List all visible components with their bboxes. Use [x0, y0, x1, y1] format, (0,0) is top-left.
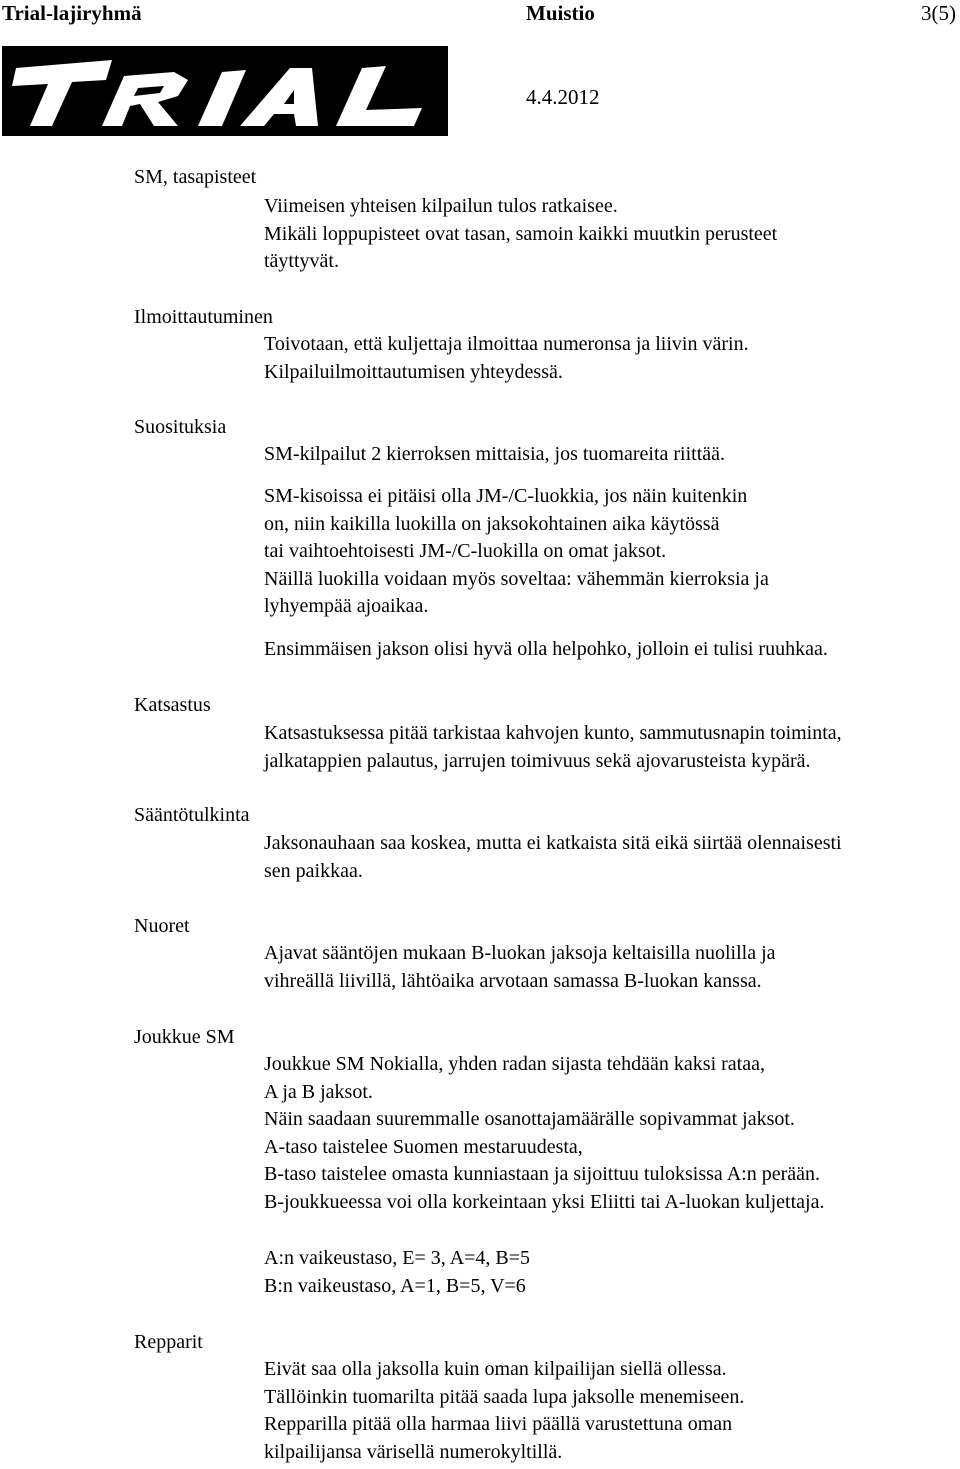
text-line: jalkatappien palautus, jarrujen toimivuus sekä ajovarusteista kypärä. — [264, 749, 811, 772]
text-line: B-taso taistelee omasta kunniastaan ja sijoittuu tuloksissa A:n perään. — [264, 1163, 820, 1185]
section-label-repparit: Repparit — [134, 1331, 203, 1353]
section-label-katsastus: Katsastus — [134, 694, 211, 716]
text-line: Jaksonauhaan saa koskea, mutta ei katkaista sitä eikä siirtää olennaisesti — [264, 832, 842, 854]
section-label-nuoret: Nuoret — [134, 915, 190, 937]
text-line: A:n vaikeustaso, E= 3, A=4, B=5 — [264, 1247, 531, 1269]
text-line: Mikäli loppupisteet ovat tasan, samoin kaikki muutkin perusteet — [264, 222, 778, 245]
header-organization: Trial-lajiryhmä — [2, 1, 142, 25]
section-text-repparit — [264, 1356, 744, 1466]
section-label-joukkue-sm: Joukkue SM — [134, 1026, 235, 1048]
text-line: Viimeisen yhteisen kilpailun tulos ratkaisee. — [264, 195, 618, 217]
text-line: Näin saadaan suuremmalle osanottajamäärälle sopivammat jaksot. — [264, 1108, 795, 1130]
section-text-suosituksia-1 — [264, 441, 725, 469]
text-line: sen paikkaa. — [264, 859, 363, 882]
section-text-joukkue-sm-1 — [264, 1051, 824, 1216]
section-label-ilmoittautuminen: Ilmoittautuminen — [134, 306, 273, 328]
text-line: Toivotaan, että kuljettaja ilmoittaa numeronsa ja liivin värin. — [264, 333, 749, 355]
text-line: A-taso taistelee Suomen mestaruudesta, — [264, 1135, 583, 1158]
text-line: lyhyempää ajoaikaa. — [264, 595, 429, 617]
section-label-sm-tasapisteet: SM, tasapisteet — [134, 166, 257, 188]
text-line: SM-kilpailut 2 kierroksen mittaisia, jos tuomareita riittää. — [264, 443, 726, 465]
text-line: Katsastuksessa pitää tarkistaa kahvojen kunto, sammutusnapin toiminta, — [264, 722, 842, 744]
section-text-sm-tasapisteet — [264, 193, 777, 276]
header-page-number: 3(5) — [921, 1, 956, 25]
trial-logo — [2, 46, 448, 136]
text-line: Kilpailuilmoittautumisen yhteydessä. — [264, 360, 563, 383]
section-text-katsastus — [264, 720, 842, 775]
section-label-suosituksia: Suosituksia — [134, 416, 227, 438]
text-line: A ja B jaksot. — [264, 1080, 373, 1103]
section-text-saantotulkinta — [264, 830, 842, 885]
text-line: kilpailijansa värisellä numerokyltillä. — [264, 1440, 563, 1463]
section-label-saantotulkinta: Sääntötulkinta — [134, 804, 250, 826]
text-line: Tällöinkin tuomarilta pitää saada lupa jaksolle menemiseen. — [264, 1385, 745, 1408]
text-line: tai vaihtoehtoisesti JM-/C-luokilla on omat jaksot. — [264, 540, 667, 562]
text-line: Joukkue SM Nokialla, yhden radan sijasta tehdään kaksi rataa, — [264, 1053, 765, 1075]
text-line: SM-kisoissa ei pitäisi olla JM-/C-luokkia, jos näin kuitenkin — [264, 485, 748, 507]
text-line: B-joukkueessa voi olla korkeintaan yksi Eliitti tai A-luokan kuljettaja. — [264, 1190, 825, 1213]
section-text-joukkue-sm-2 — [264, 1245, 530, 1300]
document-date: 4.4.2012 — [526, 85, 600, 109]
section-text-suosituksia-2 — [264, 483, 769, 621]
header-document-type: Muistio — [526, 1, 595, 25]
text-line: Eivät saa olla jaksolla kuin oman kilpailijan siellä ollessa. — [264, 1358, 727, 1380]
text-line: on, niin kaikilla luokilla on jaksokohtainen aika käytössä — [264, 512, 720, 535]
section-text-suosituksia-3 — [264, 636, 828, 664]
text-line: Näillä luokilla voidaan myös soveltaa: vähemmän kierroksia ja — [264, 567, 769, 590]
text-line: B:n vaikeustaso, A=1, B=5, V=6 — [264, 1274, 526, 1297]
text-line: vihreällä liivillä, lähtöaika arvotaan samassa B-luokan kanssa. — [264, 969, 762, 992]
text-line: Ajavat sääntöjen mukaan B-luokan jaksoja keltaisilla nuolilla ja — [264, 942, 776, 964]
section-text-nuoret — [264, 940, 776, 995]
section-text-ilmoittautuminen — [264, 331, 749, 386]
text-line: Repparilla pitää olla harmaa liivi päällä varustettuna oman — [264, 1413, 733, 1435]
text-line: täyttyvät. — [264, 250, 339, 272]
text-line: Ensimmäisen jakson olisi hyvä olla helpohko, jolloin ei tulisi ruuhkaa. — [264, 638, 828, 660]
